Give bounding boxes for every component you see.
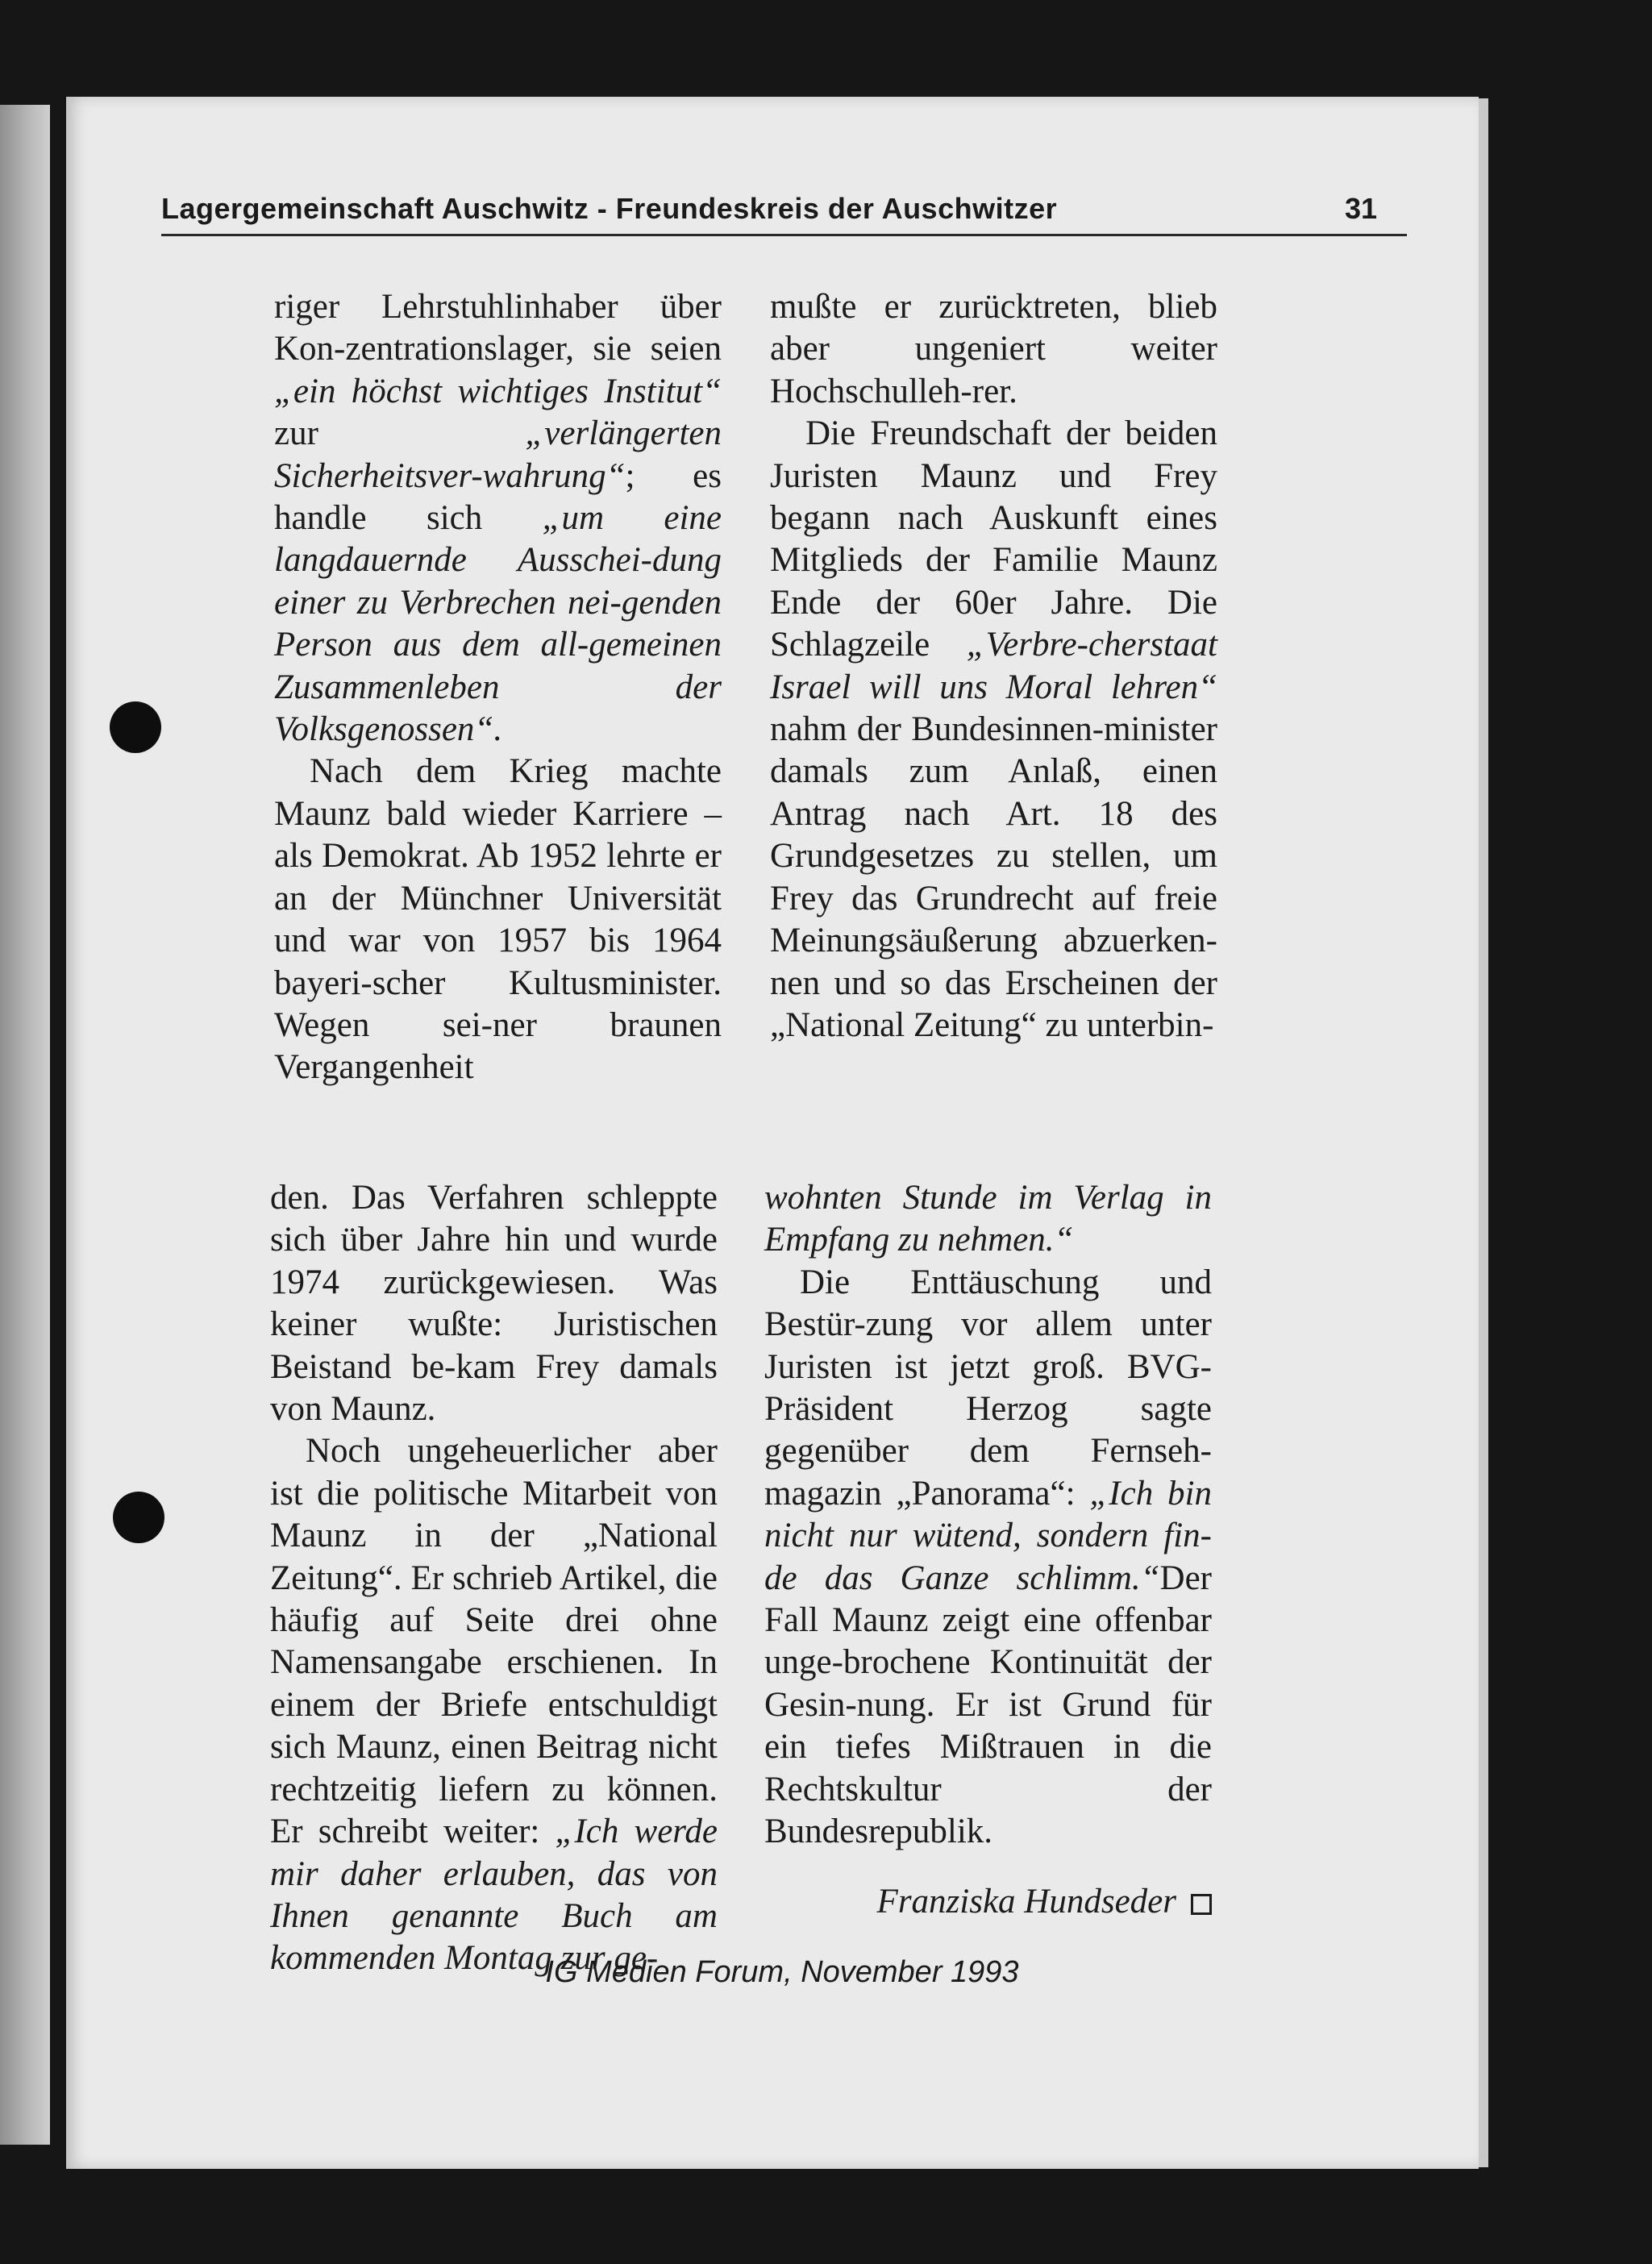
column-3 [270, 1177, 718, 1980]
page-edge [1479, 98, 1488, 2167]
paragraph: Die Enttäuschung und Bestür-zung vor allem unter Juristen ist jetzt groß. BVG-Präsident Herzog sagte gegenüber dem Fernseh-magazin „Panorama“: „Ich bin nicht nur wütend, sondern fin-de das Ganze schlimm.“Der Fall Maunz zeigt eine offenbar unge-brochene Kontinuität der Gesin-nung. Er ist Grund für ein tiefes Mißtrauen in die Rechtskultur der Bundesrepublik. [764, 1263, 1212, 1851]
paragraph: den. Das Verfahren schleppte sich über Jahre hin und wurde 1974 zurückgewiesen. Was keiner wußte: Juristischen Beistand be-kam Frey damals von Maunz. [270, 1179, 718, 1429]
source-footer: IG Medien Forum, November 1993 [545, 1955, 1019, 1989]
column-4 [764, 1177, 1212, 1923]
paragraph: Noch ungeheuerlicher aber ist die politische Mitarbeit von Maunz in der „National Zeitung“. Er schrieb Artikel, die häufig auf Seite drei ohne Namensangabe erschienen. In einem der Briefe entschuldigt sich Maunz, einen Beitrag nicht rechtzeitig liefern zu können. Er schreibt weiter: „Ich werde mir daher erlauben, das von Ihnen genannte Buch am kommenden Montag zur ge- [270, 1432, 718, 1978]
header-title: Lagergemeinschaft Auschwitz - Freundeskreis der Auschwitzer [161, 192, 1058, 225]
punch-hole-icon [113, 1492, 164, 1543]
punch-hole-icon [110, 701, 161, 753]
paragraph: mußte er zurücktreten, blieb aber ungeniert weiter Hochschulleh-rer. [770, 288, 1217, 410]
paragraph: riger Lehrstuhlinhaber über Kon-zentrationslager, sie seien „ein höchst wichtiges Institut“ zur „verlängerten Sicherheitsver-wahrung“; es handle sich „um eine langdauernde Ausschei-dung einer zu Verbrechen nei-genden Person aus dem all-gemeinen Zusammenleben der Volksgenossen“. [274, 288, 722, 749]
page-number: 31 [1344, 192, 1377, 225]
previous-page-edge [0, 105, 50, 2145]
end-of-article-box-icon [1191, 1894, 1212, 1915]
page-header [161, 185, 1403, 234]
column-1 [274, 286, 722, 1089]
header-rule [161, 234, 1407, 236]
paragraph: Nach dem Krieg machte Maunz bald wieder Karriere – als Demokrat. Ab 1952 lehrte er an der Münchner Universität und war von 1957 bis 1964 bayeri-scher Kultusminister. Wegen sei-ner braunen Vergangenheit [274, 752, 722, 1087]
paragraph: wohnten Stunde im Verlag in Empfang zu nehmen.“ [764, 1179, 1212, 1259]
paragraph: Die Freundschaft der beiden Juristen Maunz und Frey begann nach Auskunft eines Mitglieds der Familie Maunz Ende der 60er Jahre. Die Schlagzeile „Verbre-cherstaat Israel will uns Moral lehren“ nahm der Bundesinnen-minister damals zum Anlaß, einen Antrag nach Art. 18 des Grundgesetzes zu stellen, um Frey das Grundrecht auf freie Meinungsäußerung abzuerken-nen und so das Erscheinen der „National Zeitung“ zu unterbin- [770, 414, 1217, 1044]
author-signature: Franziska Hundseder [764, 1881, 1212, 1923]
column-2 [770, 286, 1217, 1047]
